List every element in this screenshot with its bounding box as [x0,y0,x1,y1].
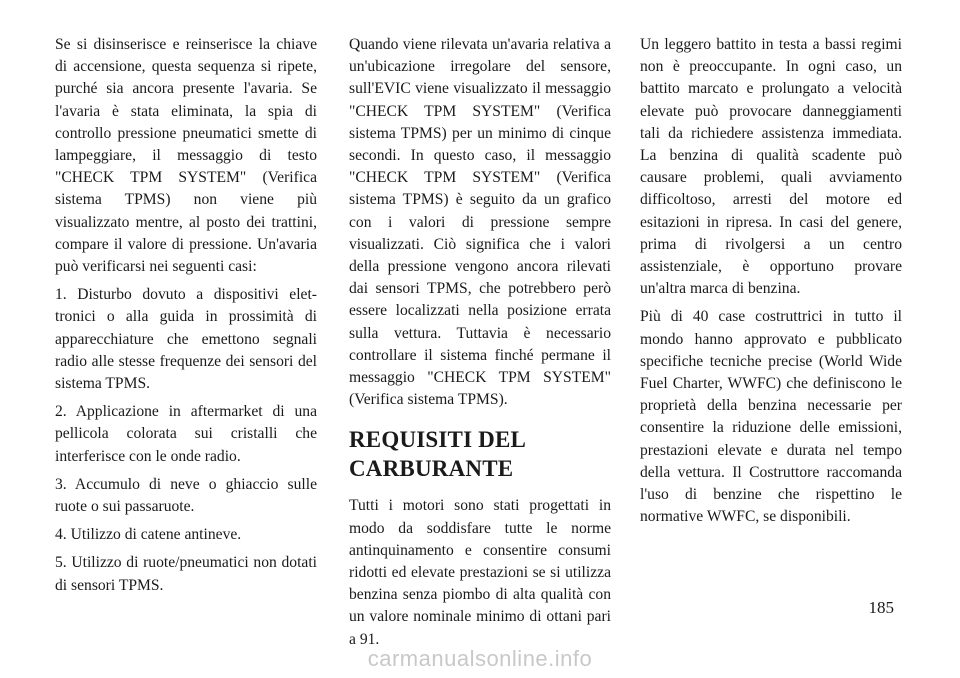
heading-line-2: CARBURANTE [349,456,514,482]
list-item-tinted-film: 2. Applicazione in aftermarket di una pellicola colorata sui cristalli che interferisce con le onde radio. [55,403,317,465]
list-item-snow-chains: 4. Utilizzo di catene antineve. [55,526,242,544]
paragraph-wwfc: Più di 40 case costruttrici in tutto il mondo hanno approvato e pubblicato specifiche tecniche precise (World Wide Fuel Charter, WWFC) che definiscono le proprietà della benzina necessarie per consentire la riduzione delle emissioni, prestazioni elevate e durata nel tempo della vettura. Il Costruttore raccomanda l'uso di benzine che rispettino le normative WWFC, se disponibili. [640,308,902,526]
watermark: carmanualsonline.info [367,646,593,671]
text-column-left [55,34,317,603]
list-item-snow-ice: 3. Accumulo di neve o ghiaccio sulle ruote o sui passaruote. [55,475,317,516]
text-column-middle [349,34,611,657]
paragraph-engine-design: Tutti i motori sono stati progettati in modo da soddisfare tutte le norme antinquinamento e consentire consumi ridotti ed elevate prestazioni se si utilizza benzina senza piombo di alta qualità con un valore nominale minimo di ottani pari a 91. [349,497,611,648]
section-heading-fuel-requirements [349,425,611,483]
paragraph-sensor-location-fault: Quando viene rilevata un'avaria relativa a un'ubicazione irregolare del sensore, sull'EVIC viene visualizzato il messaggio "CHECK TPM SYSTEM" (Verifica sistema TPMS) per un minimo di cinque secondi. In questo caso, il messaggio "CHECK TPM SYSTEM" (Verifica sistema TPMS) è seguito da un grafico con i valori di pressione sempre visualizzati. Ciò significa che i valori della pressione vengono ancora rilevati dai sensori TPMS, che potrebbero però essere localizzati nella posizione errata sulla vettura. Tuttavia è necessario controllare il sistema finché permane il messaggio "CHECK TPM SYSTEM" (Verifica sistema TPMS). [349,36,611,409]
page-number: 185 [868,598,894,617]
list-item-electronic-interference: 1. Disturbo dovuto a dispositivi elettronici o alla guida in prossimità di apparecchiature che emettono segnali radio alle stesse frequenze dei sensori del sistema TPMS. [55,286,317,393]
heading-line-1: REQUISITI DEL [349,427,527,453]
paragraph-tpms-fault-sequence: Se si disinserisce e reinserisce la chiave di accensione, questa sequenza si ripete, purché sia ancora presente l'avaria. Se l'avaria è stata eliminata, la spia di controllo pressione pneumatici smette di lampeggiare, il messaggio di testo "CHECK TPM SYSTEM" (Verifica sistema TPMS) non viene più visualizzato mentre, al posto dei trattini, compare il valore di pressione. Un'avaria può verificarsi nei seguenti casi: [55,36,317,276]
text-column-right [640,34,902,534]
paragraph-engine-knock: Un leggero battito in testa a bassi regimi non è preoccupante. In ogni caso, un battito marcato e prolungato a velocità elevate può provocare danneggiamenti tali da richiedere assistenza immediata. La benzina di qualità scadente può causare problemi, quali avviamento difficoltoso, arresti del motore ed esitazioni in ripresa. In casi del genere, prima di rivolgersi a un centro assistenziale, è opportuno provare un'altra marca di benzina. [640,36,902,298]
list-item-non-tpms-wheels: 5. Utilizzo di ruote/pneumatici non dotati di sensori TPMS. [55,554,317,594]
